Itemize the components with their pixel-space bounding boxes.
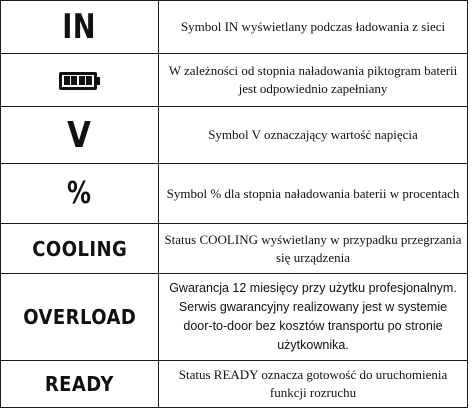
symbol-overload: OVERLOAD: [22, 305, 137, 329]
description-cell: [159, 164, 468, 224]
symbol-cooling: COOLING: [32, 236, 127, 261]
description-cell: [159, 107, 468, 164]
description-text: Symbol V oznaczający wartość napięcia: [208, 127, 418, 142]
description-text: jest odpowiednio zapełniany: [238, 81, 388, 96]
description-text: funkcji rozruchu: [269, 385, 357, 400]
legend-row-cooling: [1, 224, 468, 274]
symbol-cell: [1, 361, 159, 408]
symbol-cell: [1, 164, 159, 224]
symbol-percent: %: [67, 176, 92, 211]
symbol-cell: [1, 54, 159, 107]
symbol-cell: [1, 274, 159, 361]
legend-row-in: [1, 1, 468, 54]
symbol-ready: READY: [44, 372, 114, 396]
description-cell: [159, 224, 468, 274]
battery-icon: [59, 72, 100, 90]
symbol-cell: [1, 1, 159, 54]
description-cell: [159, 274, 468, 361]
symbol-in: IN: [62, 7, 97, 47]
description-text: Serwis gwarancyjny realizowany jest w systemie: [178, 300, 448, 314]
legend-row-ready: [1, 361, 468, 408]
description-cell: [159, 54, 468, 107]
description-text: Gwarancja 12 miesięcy przy użytku profesjonalnym.: [169, 281, 457, 295]
description-cell: [159, 361, 468, 408]
description-cell: [159, 1, 468, 54]
legend-row-v: [1, 107, 468, 164]
symbol-v: V: [67, 114, 92, 156]
description-text: W zależności od stopnia naładowania piktogram baterii: [168, 63, 458, 78]
symbol-cell: [1, 224, 159, 274]
description-text: się urządzenia: [276, 249, 350, 265]
description-text: Symbol IN wyświetlany podczas ładowania z sieci: [180, 19, 446, 34]
description-text: door-to-door bez kosztów transportu po stronie: [183, 319, 443, 333]
legend-row-overload: [1, 274, 468, 361]
description-text: Symbol % dla stopnia naładowania baterii w procentach: [166, 185, 460, 201]
description-text: użytkownika.: [277, 338, 349, 352]
legend-row-battery: [1, 54, 468, 107]
description-text: Status READY oznacza gotowość do uruchomienia: [178, 367, 448, 382]
description-text: Status COOLING wyświetlany w przypadku przegrzania: [164, 231, 462, 247]
legend-row-percent: [1, 164, 468, 224]
symbol-cell: [1, 107, 159, 164]
